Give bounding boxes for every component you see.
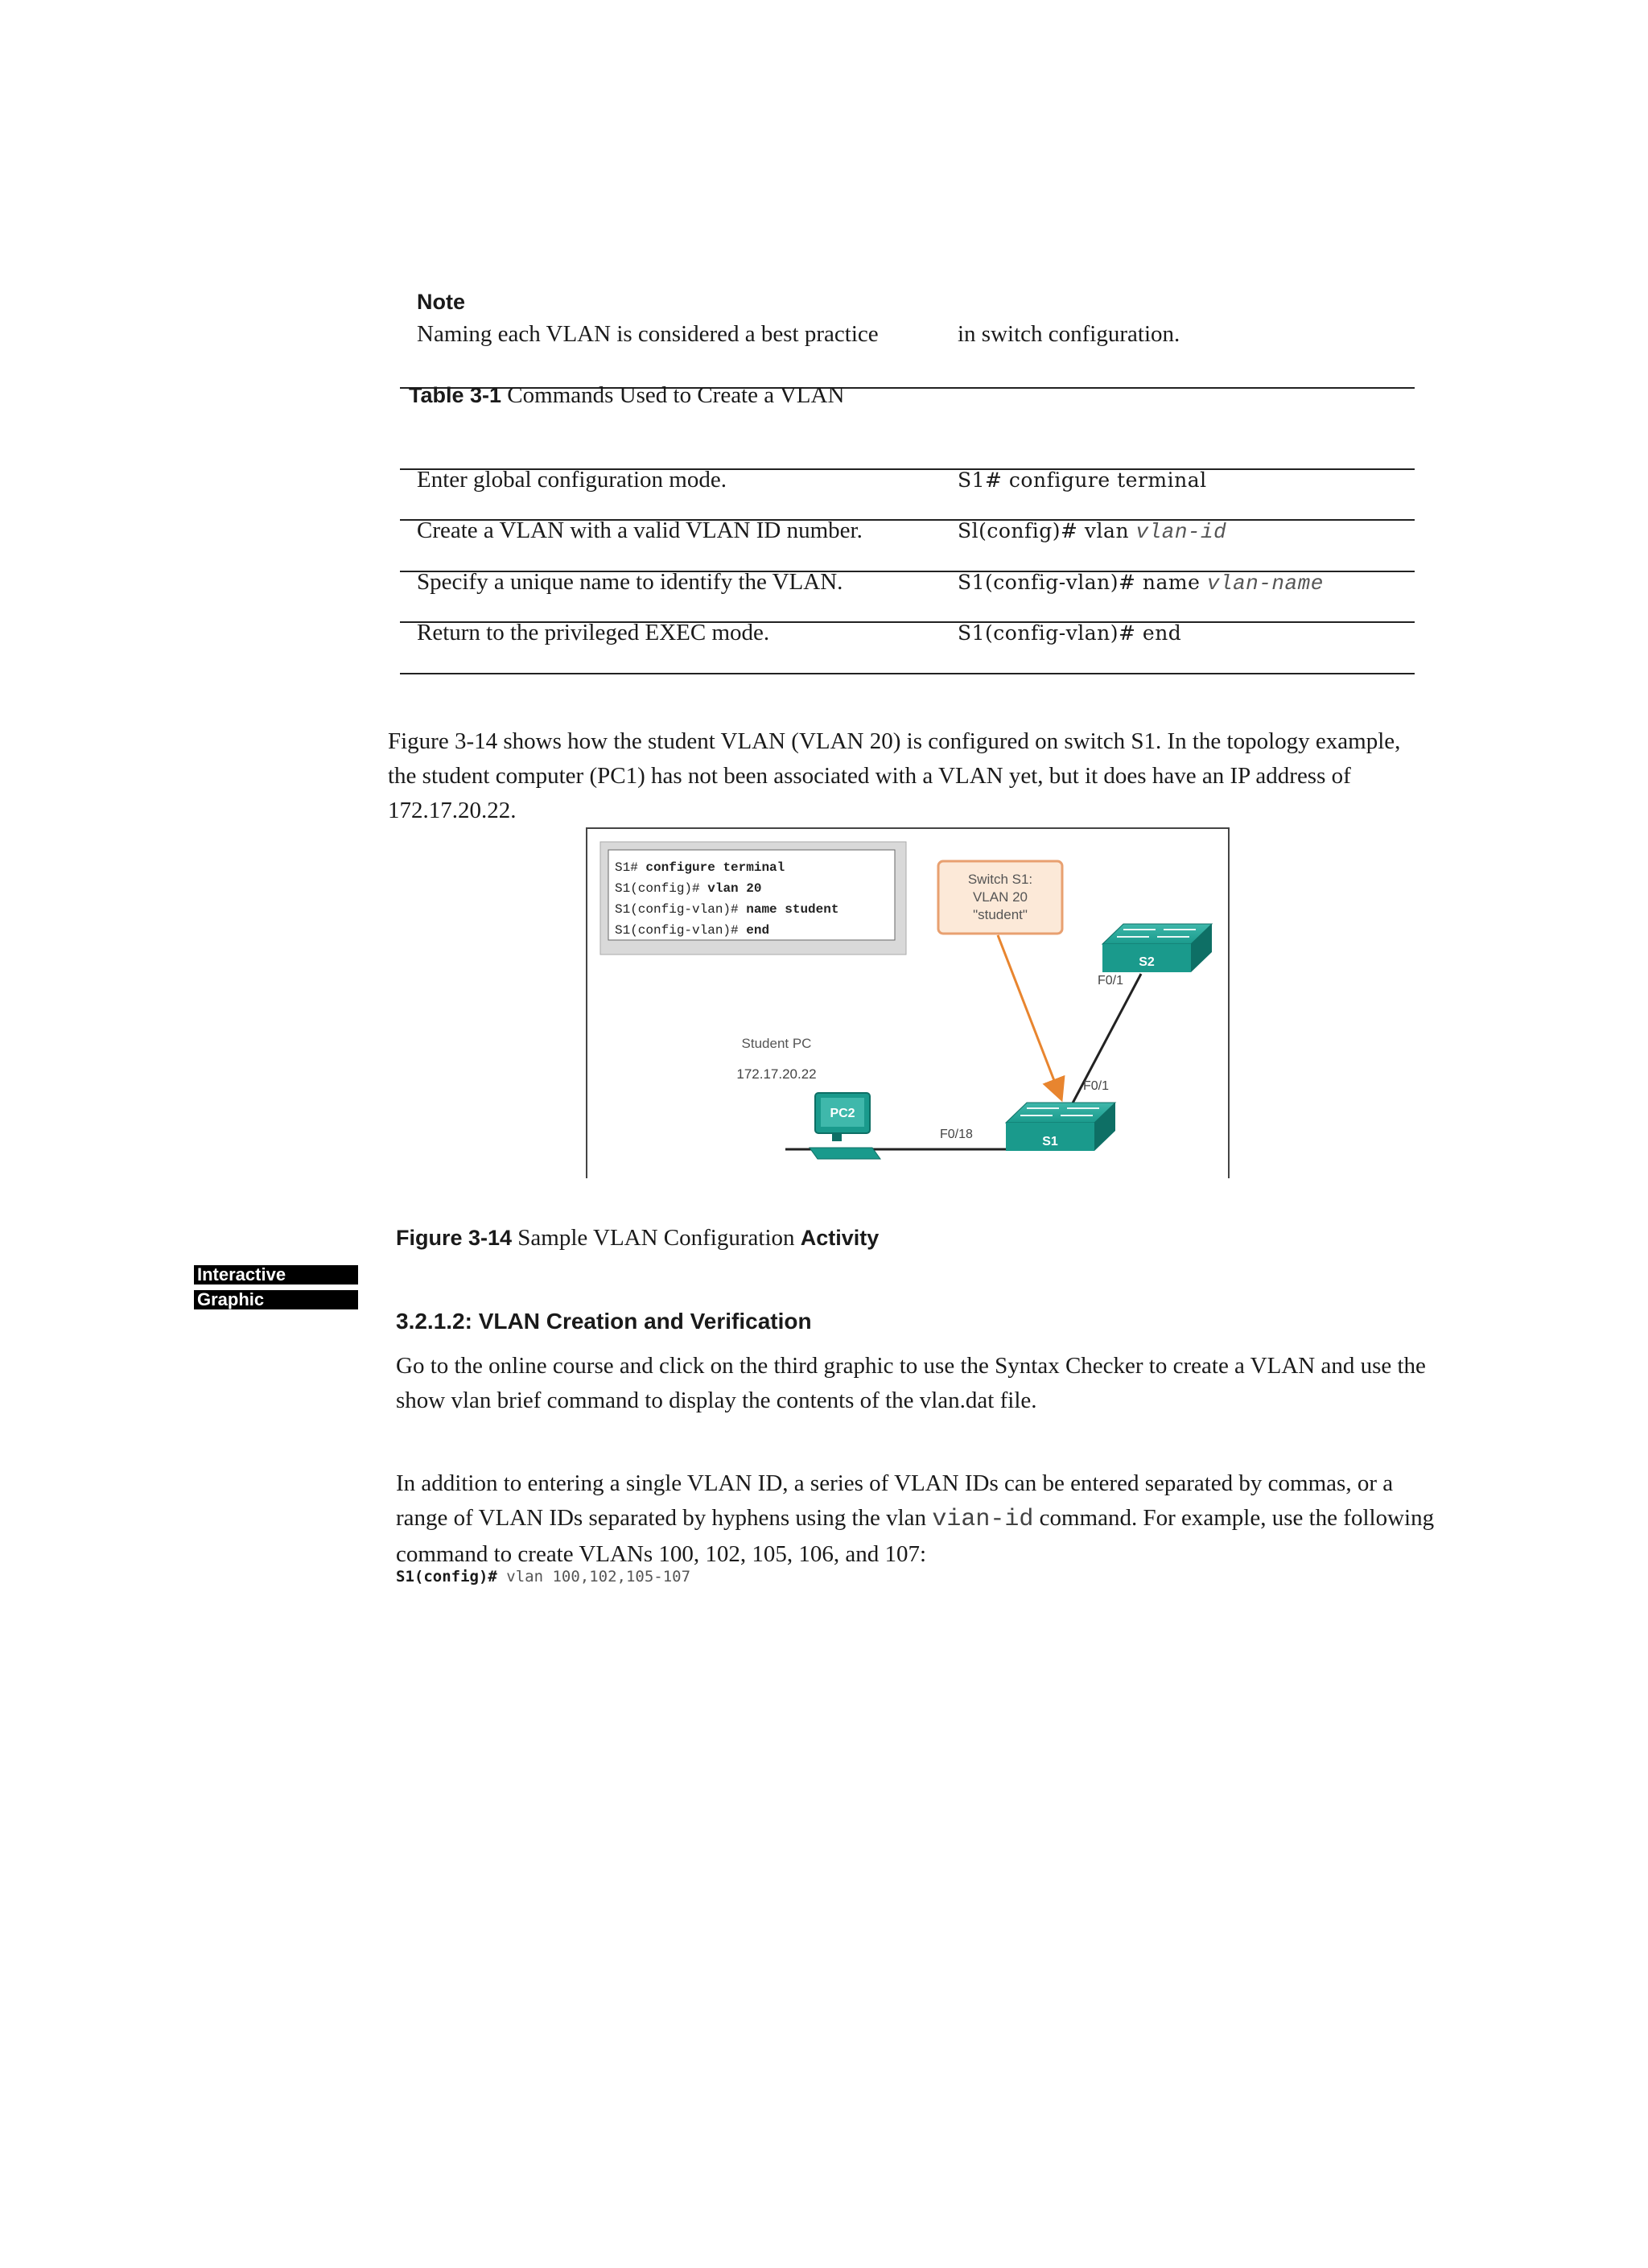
callout-line-2: VLAN 20 bbox=[972, 889, 1028, 905]
switch-s2-icon bbox=[1102, 924, 1212, 972]
paragraph-vlan-series: In addition to entering a single VLAN ID, a series of VLAN IDs can be entered separated by commas, or a range of VLAN IDs separated by hyphens using the vlan vian-id command. For example, use the following command to create VLANs 100, 102, 105, 106, and 107: bbox=[396, 1470, 1435, 1567]
cli-box bbox=[600, 842, 906, 955]
pc-label: Student PC bbox=[741, 1036, 812, 1051]
section-heading: 3.2.1.2: VLAN Creation and Verification bbox=[396, 1309, 812, 1334]
student-pc-icon bbox=[810, 1093, 880, 1159]
port-label-s1: F0/1 bbox=[1083, 1079, 1110, 1093]
cli-line-1: S1# configure terminal bbox=[615, 860, 785, 875]
code-example: S1(config)# vlan 100,102,105-107 bbox=[396, 1568, 691, 1586]
interactive-badge-line1: Interactive bbox=[194, 1265, 358, 1285]
table-caption bbox=[409, 382, 844, 409]
figure-caption-suffix: Activity bbox=[800, 1226, 880, 1250]
table-row-4-command: S1(config-vlan)# end bbox=[958, 621, 1182, 645]
callout-line-1: Switch S1: bbox=[967, 872, 1033, 887]
interactive-badge-line2: Graphic bbox=[194, 1290, 358, 1309]
table-row-4-description: Return to the privileged EXEC mode. bbox=[417, 620, 770, 645]
switch-s2-label: S2 bbox=[1139, 955, 1155, 969]
table-caption-title: Commands Used to Create a VLAN bbox=[507, 382, 845, 408]
switch-s1-icon bbox=[1006, 1103, 1115, 1151]
table-caption-number: Table 3-1 bbox=[409, 383, 502, 407]
note-text-part1: Naming each VLAN is considered a best practice bbox=[417, 321, 879, 347]
table-bottom-rule bbox=[400, 673, 1415, 674]
figure-caption-number: Figure 3-14 bbox=[396, 1226, 513, 1250]
callout-arrow bbox=[998, 935, 1059, 1093]
paragraph-figure-intro: Figure 3-14 shows how the student VLAN (VLAN 20) is configured on switch S1. In the topology example, the student computer (PC1) has not been associated with a VLAN yet, but it does have an IP address of 172.17.20.22. bbox=[388, 728, 1401, 823]
switch-callout bbox=[938, 861, 1062, 934]
pc-ip: 172.17.20.22 bbox=[736, 1066, 817, 1082]
table-row-3-description: Specify a unique name to identify the VLAN. bbox=[417, 569, 843, 595]
note-label: Note bbox=[417, 290, 465, 314]
table-row-2-description: Create a VLAN with a valid VLAN ID number. bbox=[417, 518, 863, 543]
vlan-topology-figure bbox=[586, 827, 1230, 1178]
table-row-1-description: Enter global configuration mode. bbox=[417, 467, 727, 493]
switch-s1-label: S1 bbox=[1042, 1135, 1058, 1148]
port-label-pc-s1: F0/18 bbox=[940, 1128, 973, 1141]
inline-command: vian-id bbox=[932, 1506, 1034, 1533]
table-row-3-command: S1(config-vlan)# name vlan-name bbox=[958, 571, 1324, 596]
figure-caption-title: Sample VLAN Configuration bbox=[517, 1225, 795, 1251]
cli-line-2: S1(config)# vlan 20 bbox=[615, 881, 762, 896]
note-text-part2: in switch configuration. bbox=[958, 321, 1180, 347]
table-row-1-command: S1# configure terminal bbox=[958, 468, 1207, 492]
cli-line-4: S1(config-vlan)# end bbox=[615, 923, 770, 938]
pc-name: PC2 bbox=[830, 1107, 855, 1120]
cli-line-3: S1(config-vlan)# name student bbox=[615, 902, 839, 917]
figure-caption bbox=[396, 1225, 879, 1252]
callout-line-3: "student" bbox=[973, 907, 1028, 922]
paragraph-syntax-checker: Go to the online course and click on the third graphic to use the Syntax Checker to create a VLAN and use the show vlan brief command to display the contents of the vlan.dat file. bbox=[396, 1353, 1426, 1413]
table-row-2-command: Sl(config)# vlan vlan-id bbox=[958, 519, 1227, 544]
port-label-s2: F0/1 bbox=[1098, 974, 1124, 988]
